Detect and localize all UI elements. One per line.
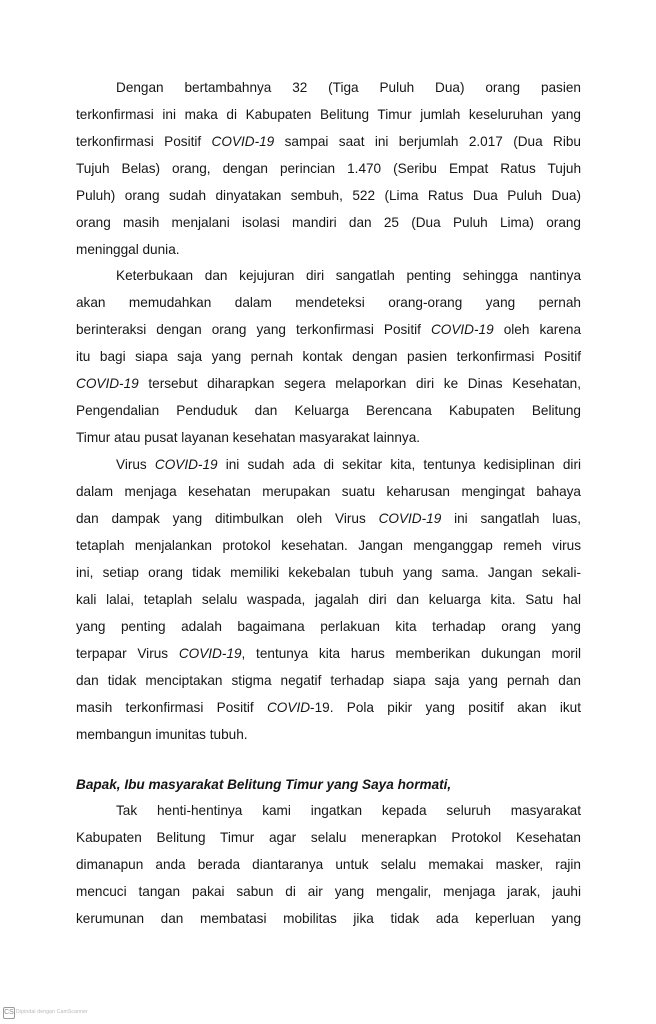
text-run: sampai saat ini berjumlah 2.017 (Dua Ribu (274, 134, 581, 149)
text-line (76, 451, 581, 478)
text-line: mencuci tangan pakai sabun di air yang mengalir, menjaga jarak, jauhi (76, 884, 581, 899)
text-line: Tak henti-hentinya kami ingatkan kepada seluruh masyarakat (116, 803, 581, 818)
text-run: -19. Pola pikir yang positif akan ikut (310, 700, 581, 715)
text-line: itu bagi siapa saja yang pernah kontak dengan pasien terkonfirmasi Positif (76, 349, 581, 364)
text-run: tersebut diharapkan segera melaporkan diri ke Dinas Kesehatan, (138, 376, 581, 391)
text-run: ini sangatlah luas, (441, 511, 581, 526)
text-line: Dengan bertambahnya 32 (Tiga Puluh Dua) orang pasien (116, 80, 581, 95)
text-line: dimanapun anda berada diantaranya untuk selalu memakai masker, rajin (76, 857, 581, 872)
camscanner-watermark: Dipindai dengan CamScanner (16, 1009, 88, 1015)
text-line: tetaplah menjalankan protokol kesehatan. Jangan menganggap remeh virus (76, 538, 581, 553)
text-line: Keterbukaan dan kejujuran diri sangatlah penting sehingga nantinya (116, 268, 581, 283)
text-line: Puluh) orang sudah dinyatakan sembuh, 522 (Lima Ratus Dua Puluh Dua) (76, 188, 581, 203)
text-run: terpapar Virus (76, 646, 179, 661)
camscanner-logo: CS (3, 1007, 15, 1019)
italic-term: COVID-19 (178, 646, 242, 661)
text-line: dalam menjaga kesehatan merupakan suatu keharusan mengingat bahaya (76, 484, 581, 499)
text-line: Tujuh Belas) orang, dengan perincian 1.470 (Seribu Empat Ratus Tujuh (76, 161, 581, 176)
italic-term: COVID-19 (211, 134, 275, 149)
text-run: ini sudah ada di sekitar kita, tentunya kedisiplinan diri (217, 457, 581, 472)
italic-term: COVID-19 (76, 376, 139, 391)
paragraph-case-summary (76, 74, 581, 263)
text-run: oleh karena (493, 322, 582, 337)
italic-term: COVID-19 (378, 511, 442, 526)
text-line (76, 128, 581, 155)
paragraph-health-protocol (76, 797, 581, 932)
text-line: ini, setiap orang tidak memiliki kekebalan tubuh yang sama. Jangan sekali- (76, 565, 581, 580)
text-line: Timur atau pusat layanan kesehatan masyarakat lainnya. (76, 430, 421, 445)
text-line: kali lalai, tetaplah selalu waspada, jagalah diri dan keluarga kita. Satu hal (76, 592, 581, 607)
text-line: dan tidak menciptakan stigma negatif terhadap siapa saja yang pernah dan (76, 673, 581, 688)
text-line (76, 640, 581, 667)
section-heading: Bapak, Ibu masyarakat Belitung Timur yang Saya hormati, (76, 777, 452, 792)
text-line (76, 694, 581, 721)
text-line: membangun imunitas tubuh. (76, 727, 248, 742)
text-run: terkonfirmasi Positif (76, 134, 212, 149)
text-line (76, 370, 581, 397)
text-line: yang penting adalah bagaimana perlakuan kita terhadap orang yang (76, 619, 581, 634)
text-line: kerumunan dan membatasi mobilitas jika tidak ada keperluan yang (76, 911, 581, 926)
text-run: dan dampak yang ditimbulkan oleh Virus (76, 511, 379, 526)
text-run: Virus (116, 457, 155, 472)
text-line (76, 505, 581, 532)
italic-term: COVID (266, 700, 311, 715)
italic-term: COVID-19 (154, 457, 218, 472)
text-line: meninggal dunia. (76, 242, 180, 257)
text-line: Kabupaten Belitung Timur agar selalu menerapkan Protokol Kesehatan (76, 830, 581, 845)
text-line: orang masih menjalani isolasi mandiri dan 25 (Dua Puluh Lima) orang (76, 215, 581, 230)
text-line (76, 316, 581, 343)
text-run: masih terkonfirmasi Positif (76, 700, 267, 715)
text-line: Pengendalian Penduduk dan Keluarga Berencana Kabupaten Belitung (76, 403, 581, 418)
text-run: berinteraksi dengan orang yang terkonfirmasi Positif (76, 322, 431, 337)
paragraph-virus-awareness (76, 451, 581, 748)
text-line: terkonfirmasi ini maka di Kabupaten Belitung Timur jumlah keseluruhan yang (76, 107, 581, 122)
text-line: akan memudahkan dalam mendeteksi orang-orang yang pernah (76, 295, 581, 310)
paragraph-openness-appeal (76, 262, 581, 451)
italic-term: COVID-19 (430, 322, 494, 337)
text-run: , tentunya kita harus memberikan dukungan moril (241, 646, 581, 661)
